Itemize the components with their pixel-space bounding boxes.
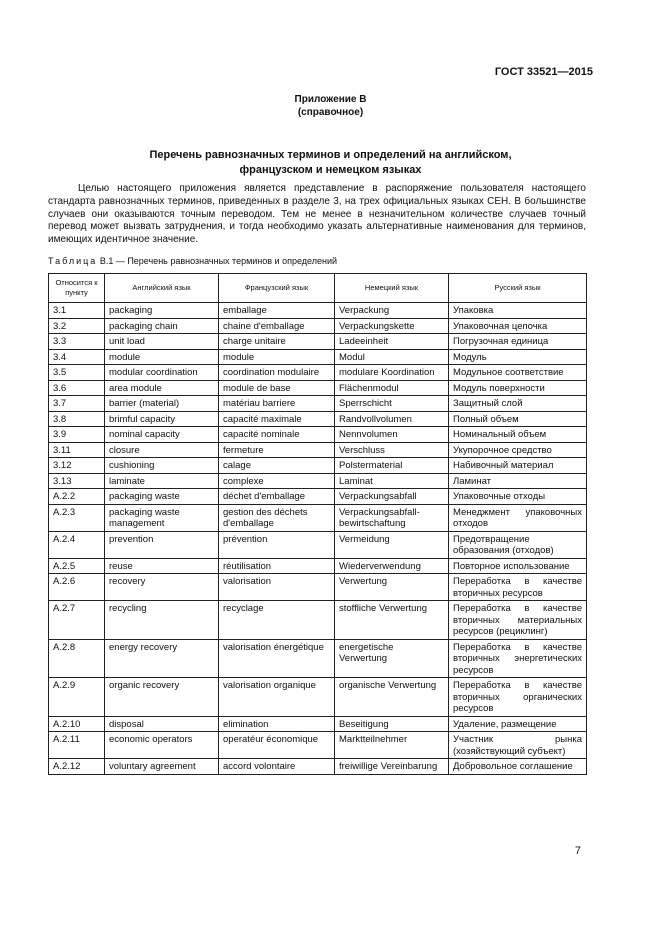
cell-english: cushioning <box>105 458 219 474</box>
cell-russian: Ламинат <box>449 473 587 489</box>
cell-german: Nennvolumen <box>335 427 449 443</box>
cell-clause: A.2.8 <box>49 639 105 678</box>
cell-clause: A.2.9 <box>49 678 105 717</box>
cell-french: charge unitaire <box>219 334 335 350</box>
cell-russian: Номинальный объем <box>449 427 587 443</box>
col-header-english: Английский язык <box>105 274 219 303</box>
cell-russian: Полный объем <box>449 411 587 427</box>
table-caption <box>48 256 337 266</box>
cell-french: déchet d'emballage <box>219 489 335 505</box>
cell-clause: 3.12 <box>49 458 105 474</box>
cell-german: Marktteilnehmer <box>335 732 449 759</box>
cell-german: Randvollvolumen <box>335 411 449 427</box>
cell-french: capacité maximale <box>219 411 335 427</box>
table-row <box>49 531 587 558</box>
cell-english: brimful capacity <box>105 411 219 427</box>
cell-english: closure <box>105 442 219 458</box>
cell-german: energetische Verwertung <box>335 639 449 678</box>
table-row <box>49 442 587 458</box>
standard-number: ГОСТ 33521—2015 <box>494 66 593 78</box>
cell-english: reuse <box>105 558 219 574</box>
cell-german: freiwillige Vereinbarung <box>335 759 449 775</box>
cell-clause: 3.11 <box>49 442 105 458</box>
cell-french: module de base <box>219 380 335 396</box>
table-row <box>49 303 587 319</box>
cell-english: energy recovery <box>105 639 219 678</box>
cell-french: prévention <box>219 531 335 558</box>
cell-clause: A.2.4 <box>49 531 105 558</box>
section-title-line-1: Перечень равнозначных терминов и определений на английском, <box>149 149 512 161</box>
table-row <box>49 396 587 412</box>
section-title-line-2: французском и немецком языках <box>239 164 422 176</box>
table-row <box>49 504 587 531</box>
cell-russian: Упаковочная цепочка <box>449 318 587 334</box>
cell-clause: 3.2 <box>49 318 105 334</box>
cell-german: modulare Koordination <box>335 365 449 381</box>
cell-clause: 3.8 <box>49 411 105 427</box>
cell-english: area module <box>105 380 219 396</box>
cell-french: réutilisation <box>219 558 335 574</box>
cell-clause: A.2.12 <box>49 759 105 775</box>
cell-russian: Набивочный материал <box>449 458 587 474</box>
cell-german: Laminat <box>335 473 449 489</box>
table-header-row <box>49 274 587 303</box>
cell-english: packaging waste management <box>105 504 219 531</box>
cell-russian: Модульное соответствие <box>449 365 587 381</box>
cell-german: Sperrschicht <box>335 396 449 412</box>
cell-clause: 3.9 <box>49 427 105 443</box>
cell-french: matériau barriere <box>219 396 335 412</box>
table-row <box>49 380 587 396</box>
cell-russian: Погрузочная единица <box>449 334 587 350</box>
cell-clause: A.2.3 <box>49 504 105 531</box>
cell-english: unit load <box>105 334 219 350</box>
table-row <box>49 678 587 717</box>
cell-russian: Переработка в качестве вторичных материальных ресурсов (рециклинг) <box>449 601 587 640</box>
cell-clause: 3.5 <box>49 365 105 381</box>
cell-clause: 3.1 <box>49 303 105 319</box>
cell-french: calage <box>219 458 335 474</box>
cell-clause: 3.13 <box>49 473 105 489</box>
cell-clause: A.2.2 <box>49 489 105 505</box>
cell-french: valorisation organique <box>219 678 335 717</box>
cell-clause: 3.6 <box>49 380 105 396</box>
cell-german: Verpackungskette <box>335 318 449 334</box>
col-header-clause: Относится к пункту <box>49 274 105 303</box>
table-row <box>49 473 587 489</box>
cell-english: module <box>105 349 219 365</box>
table-row <box>49 365 587 381</box>
table-row <box>49 558 587 574</box>
table-row <box>49 732 587 759</box>
cell-english: barrier (material) <box>105 396 219 412</box>
cell-german: stoffliche Verwertung <box>335 601 449 640</box>
cell-english: laminate <box>105 473 219 489</box>
cell-russian: Менеджмент упаковочных отходов <box>449 504 587 531</box>
cell-german: Verschluss <box>335 442 449 458</box>
table-row <box>49 411 587 427</box>
cell-russian: Переработка в качестве вторичных ресурсов <box>449 574 587 601</box>
cell-russian: Модуль поверхности <box>449 380 587 396</box>
terms-table <box>48 273 587 775</box>
table-row <box>49 318 587 334</box>
cell-german: Verpackungsabfall-bewirtschaftung <box>335 504 449 531</box>
cell-english: packaging <box>105 303 219 319</box>
cell-russian: Упаковочные отходы <box>449 489 587 505</box>
cell-french: complexe <box>219 473 335 489</box>
page-number: 7 <box>574 845 581 857</box>
table-row <box>49 427 587 443</box>
table-row <box>49 601 587 640</box>
cell-clause: A.2.6 <box>49 574 105 601</box>
cell-french: accord volontaire <box>219 759 335 775</box>
col-header-russian: Русский язык <box>449 274 587 303</box>
table-row <box>49 759 587 775</box>
cell-german: organische Verwertung <box>335 678 449 717</box>
cell-german: Wiederverwendung <box>335 558 449 574</box>
cell-english: organic recovery <box>105 678 219 717</box>
cell-german: Ladeeinheit <box>335 334 449 350</box>
cell-german: Polstermaterial <box>335 458 449 474</box>
cell-russian: Повторное использование <box>449 558 587 574</box>
col-header-german: Немецкий язык <box>335 274 449 303</box>
cell-french: module <box>219 349 335 365</box>
cell-german: Verwertung <box>335 574 449 601</box>
cell-french: coordination modulaire <box>219 365 335 381</box>
table-row <box>49 334 587 350</box>
cell-russian: Удаление, размещение <box>449 716 587 732</box>
table-row <box>49 489 587 505</box>
cell-french: operatéur économique <box>219 732 335 759</box>
cell-german: Verpackungsabfall <box>335 489 449 505</box>
section-title <box>0 148 661 178</box>
annex-heading <box>0 93 661 119</box>
cell-french: recyclage <box>219 601 335 640</box>
cell-german: Beseitigung <box>335 716 449 732</box>
cell-english: packaging waste <box>105 489 219 505</box>
cell-english: voluntary agreement <box>105 759 219 775</box>
cell-english: packaging chain <box>105 318 219 334</box>
cell-french: chaine d'emballage <box>219 318 335 334</box>
cell-french: valorisation énergétique <box>219 639 335 678</box>
cell-french: capacité nominale <box>219 427 335 443</box>
table-row <box>49 574 587 601</box>
annex-title: Приложение В <box>294 94 367 105</box>
intro-paragraph <box>48 183 586 247</box>
cell-clause: A.2.5 <box>49 558 105 574</box>
annex-subtitle: (справочное) <box>297 107 364 118</box>
cell-english: recycling <box>105 601 219 640</box>
cell-german: Flächenmodul <box>335 380 449 396</box>
cell-english: economic operators <box>105 732 219 759</box>
cell-german: Vermeidung <box>335 531 449 558</box>
cell-german: Modul <box>335 349 449 365</box>
cell-english: modular coordination <box>105 365 219 381</box>
cell-french: valorisation <box>219 574 335 601</box>
cell-french: fermeture <box>219 442 335 458</box>
cell-russian: Переработка в качестве вторичных энергетических ресурсов <box>449 639 587 678</box>
table-body <box>49 303 587 775</box>
table-row <box>49 639 587 678</box>
cell-english: disposal <box>105 716 219 732</box>
cell-english: prevention <box>105 531 219 558</box>
cell-french: emballage <box>219 303 335 319</box>
cell-russian: Упаковка <box>449 303 587 319</box>
cell-clause: 3.3 <box>49 334 105 350</box>
cell-clause: 3.7 <box>49 396 105 412</box>
cell-clause: A.2.10 <box>49 716 105 732</box>
table-row <box>49 716 587 732</box>
cell-clause: A.2.11 <box>49 732 105 759</box>
cell-russian: Добровольное соглашение <box>449 759 587 775</box>
cell-french: gestion des déchets d'emballage <box>219 504 335 531</box>
table-caption-label: Таблица <box>48 256 98 266</box>
table-row <box>49 458 587 474</box>
cell-french: elimination <box>219 716 335 732</box>
table-row <box>49 349 587 365</box>
col-header-french: Французский язык <box>219 274 335 303</box>
cell-clause: 3.4 <box>49 349 105 365</box>
cell-russian: Защитный слой <box>449 396 587 412</box>
cell-russian: Предотвращение образования (отходов) <box>449 531 587 558</box>
cell-russian: Участник рынка (хозяйствующий субъект) <box>449 732 587 759</box>
cell-russian: Укупорочное средство <box>449 442 587 458</box>
cell-english: nominal capacity <box>105 427 219 443</box>
intro-text: Целью настоящего приложения является представление в распоряжение пользователя настоящего стандарта равнозначных терминов, приведенных в разделе 3, на трех официальных языках CEH. В большинстве случаев они оказываются точным переводом. Тем не менее в незначительном количестве случаев точный перевод может вызвать затруднения, и тогда необходимо указать альтернативные наименования для терминов, имеющих идентичное значение. <box>48 183 586 246</box>
cell-clause: A.2.7 <box>49 601 105 640</box>
cell-russian: Переработка в качестве вторичных органических ресурсов <box>449 678 587 717</box>
cell-russian: Модуль <box>449 349 587 365</box>
cell-english: recovery <box>105 574 219 601</box>
cell-german: Verpackung <box>335 303 449 319</box>
table-caption-text: В.1 — Перечень равнозначных терминов и определений <box>99 256 338 266</box>
